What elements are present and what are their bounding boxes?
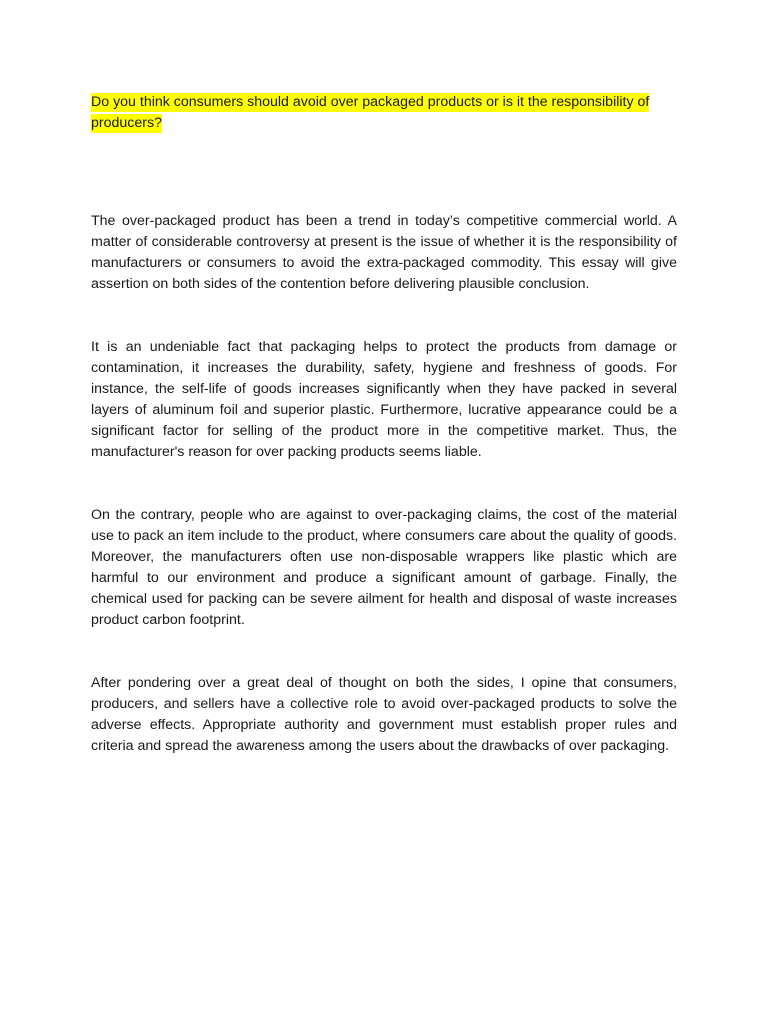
essay-question <box>91 92 677 134</box>
paragraph-consumers-view: On the contrary, people who are against to over-packaging claims, the cost of the material use to pack an item include to the product, where consumers care about the quality of goods. Moreover, the manufacturers often use non-disposable wrappers like plastic which are harmful to our environment and produce a significant amount of garbage. Finally, the chemical used for packing can be severe ailment for health and disposal of waste increases product carbon footprint. <box>91 507 677 628</box>
paragraph-introduction: The over-packaged product has been a trend in today’s competitive commercial world. A matter of considerable controversy at present is the issue of whether it is the responsibility of manufacturers or consumers to avoid the extra-packaged commodity. This essay will give assertion on both sides of the contention before delivering plausible conclusion. <box>91 213 677 292</box>
paragraph-producers-view: It is an undeniable fact that packaging helps to protect the products from damage or contamination, it increases the durability, safety, hygiene and freshness of goods. For instance, the self-life of goods increases significantly when they have packed in several layers of aluminum foil and superior plastic. Furthermore, lucrative appearance could be a significant factor for selling of the product more in the competitive market. Thus, the manufacturer's reason for over packing products seems liable. <box>91 339 677 460</box>
document-body <box>91 92 677 757</box>
question-highlight: Do you think consumers should avoid over packaged products or is it the responsibility of producers? <box>91 94 650 131</box>
paragraph-conclusion: After pondering over a great deal of thought on both the sides, I opine that consumers, producers, and sellers have a collective role to avoid over-packaged products to solve the adverse effects. Appropriate authority and government must establish proper rules and criteria and spread the awareness among the users about the drawbacks of over packaging. <box>91 675 677 754</box>
